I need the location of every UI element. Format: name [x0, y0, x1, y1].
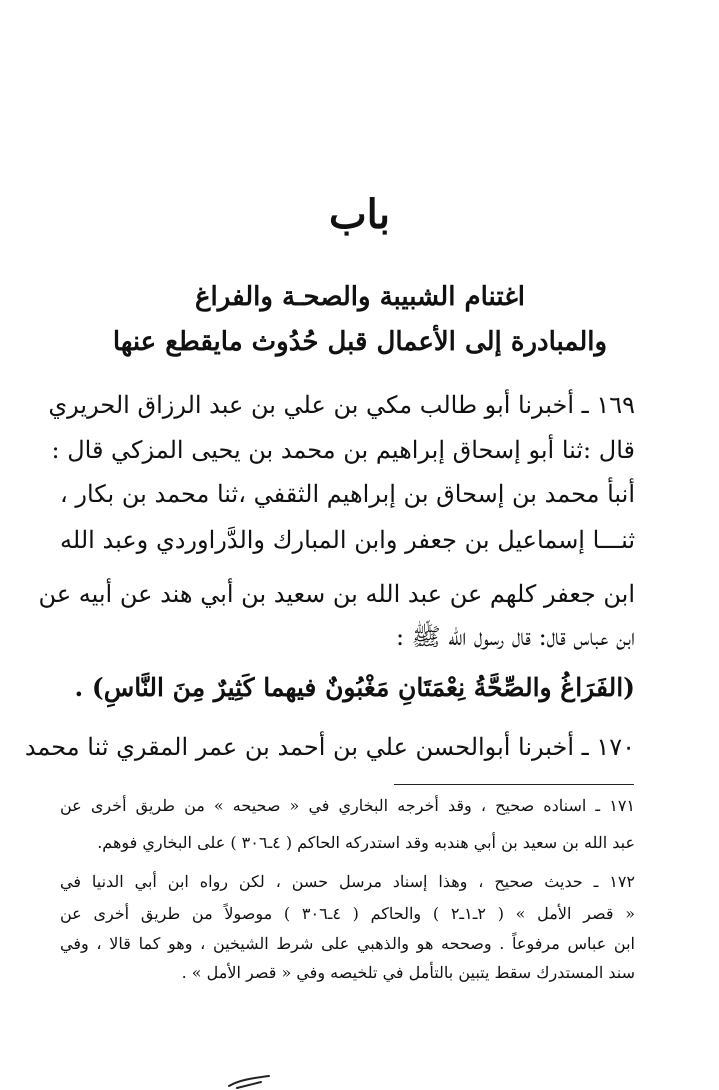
footnote-divider — [394, 784, 634, 785]
body-line: ثنـــا إسماعيل بن جعفر وابن المبارك والدَّراوردي وعبد الله — [60, 526, 635, 554]
footnote-line: عبد الله بن سعيد بن أبي هندبه وقد استدركه الحاكم ( ٤ـ٣٠٦ ) على البخاري فوهم. — [97, 833, 635, 852]
body-line: ابن عباس قال: قال رسول الله ﷺ : — [395, 623, 635, 651]
body-line-next-hadith: ١٧٠ ـ أخبرنا أبوالحسن علي بن أحمد بن عمر المقري ثنا محمد — [24, 733, 635, 761]
footnote-line: ١٧٢ ـ حديث صحيح ، وهذا إسناد مرسل حسن ، لكن رواه ابن أبي الدنيا في — [60, 872, 636, 891]
footnote-line: ابن عباس مرفوعاً . وصححه هو والذهبي على شرط الشيخين ، وهو كما قالا ، وفي — [60, 934, 635, 953]
chapter-title: باب — [329, 191, 390, 238]
body-line: ١٦٩ ـ أخبرنا أبو طالب مكي بن علي بن عبد الرزاق الحريري — [48, 391, 635, 419]
chapter-subtitle-line-1: اغتنام الشبيبة والصحـة والفراغ — [194, 282, 526, 312]
footnote-line: سند المستدرك سقط يتبين بالتأمل في تلخيصه وفي « قصر الأمل » . — [181, 963, 635, 982]
body-line: قال :ثنا أبو إسحاق إبراهيم بن محمد بن يحيى المزكي قال : — [51, 436, 635, 464]
page-bottom-mark — [225, 1066, 275, 1090]
footnote-line: « قصر الأمل » ( ٢ـ١ـ٢ ) والحاكم ( ٤ـ٣٠٦ ) موصولاً من طريق أخرى عن — [60, 904, 636, 923]
chapter-subtitle-line-2: والمبادرة إلى الأعمال قبل حُدُوث مايقطع عنها — [112, 327, 608, 357]
body-line: ابن جعفر كلهم عن عبد الله بن سعيد بن أبي هند عن أبيه عن — [38, 580, 635, 608]
hadith-text: (الفَرَاغُ والصِّحَّةُ نِعْمَتَانِ مَغْبُونٌ فيهما كَثِيرٌ مِنَ النَّاسِ) . — [74, 673, 635, 702]
body-line: أنبأ محمد بن إسحاق بن إبراهيم الثقفي ،ثنا محمد بن بكار ، — [60, 480, 635, 508]
footnote-line: ١٧١ ـ اسناده صحيح ، وقد أخرجه البخاري في « صحيحه » من طريق أخرى عن — [60, 796, 636, 815]
